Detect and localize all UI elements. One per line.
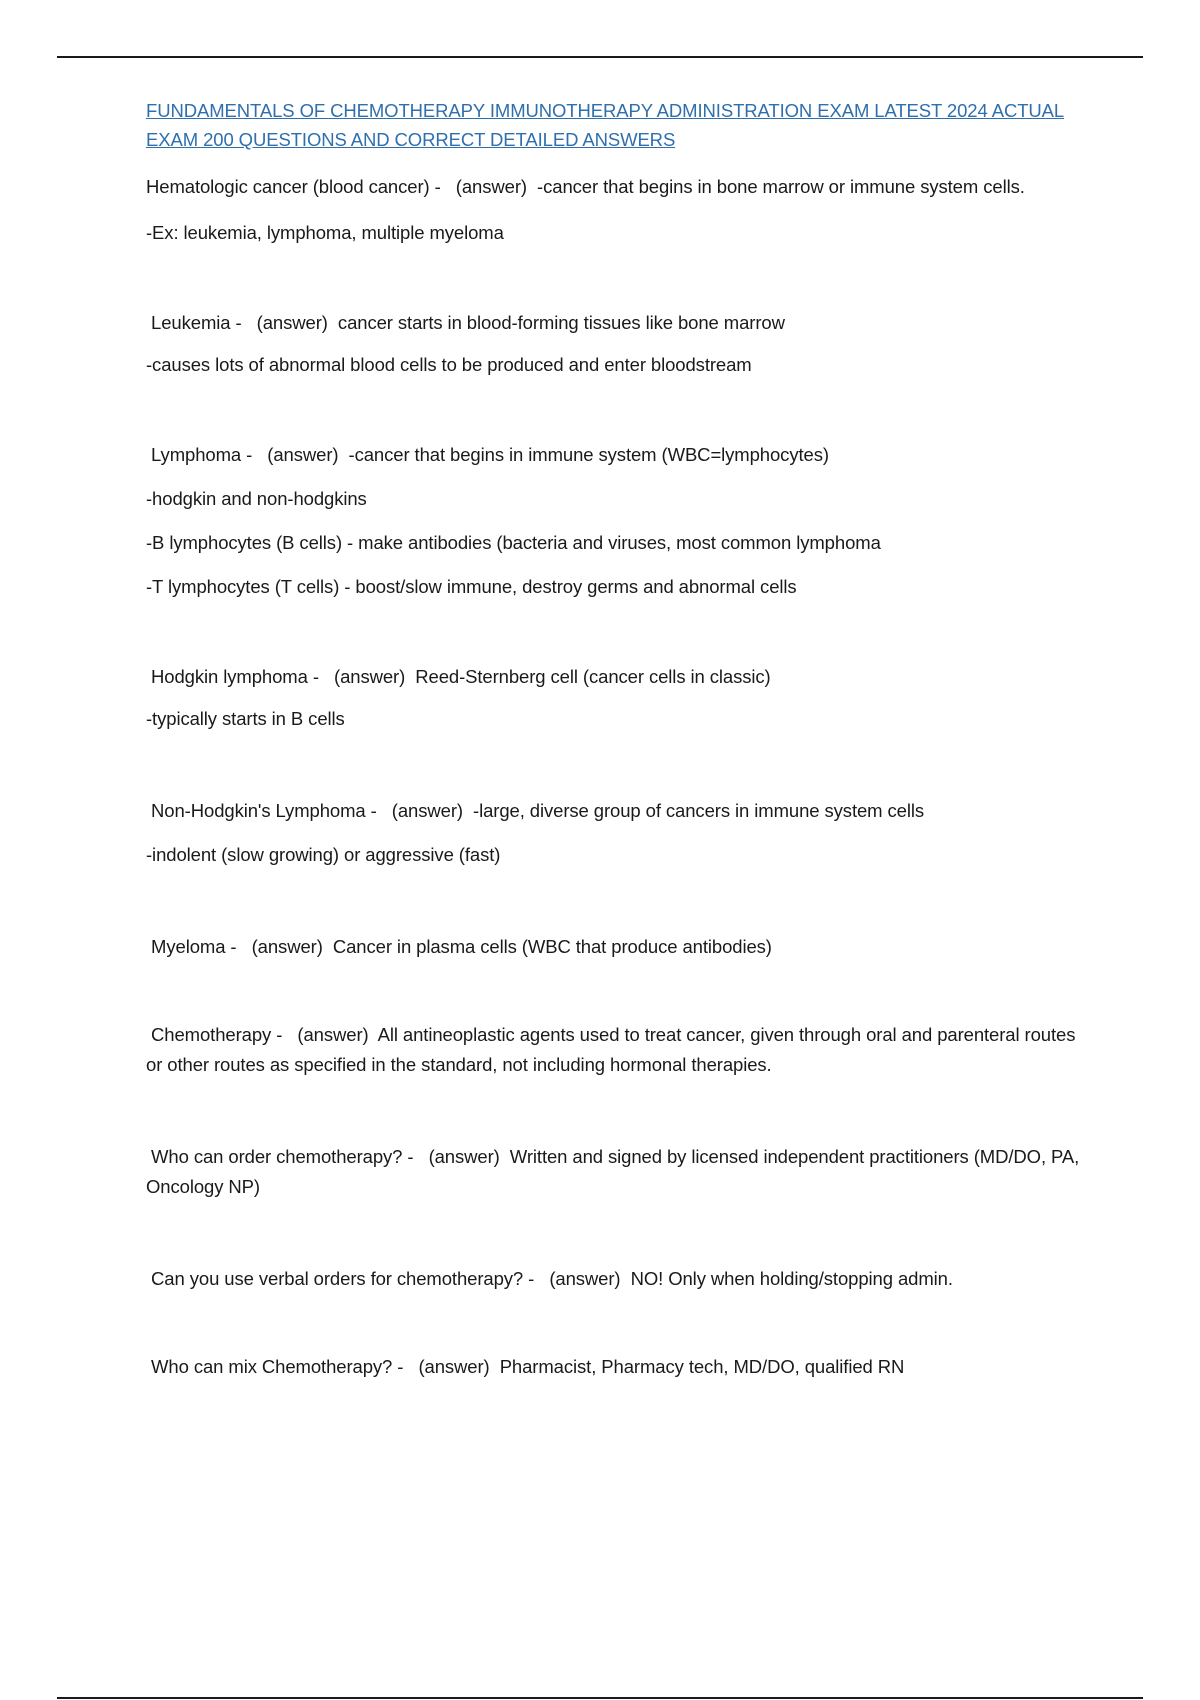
entry-note: -typically starts in B cells <box>146 708 345 729</box>
entry-note: -Ex: leukemia, lymphoma, multiple myeloma <box>146 222 504 243</box>
entry-leukemia: Leukemia - (answer) cancer starts in blood-forming tissues like bone marrow <box>146 312 785 333</box>
entry-myeloma: Myeloma - (answer) Cancer in plasma cells (WBC that produce antibodies) <box>146 936 772 957</box>
entry-note: -hodgkin and non-hodgkins <box>146 488 367 509</box>
entry-hodgkin-lymphoma: Hodgkin lymphoma - (answer) Reed-Sternberg cell (cancer cells in classic) <box>146 666 771 687</box>
entry-note: -indolent (slow growing) or aggressive (fast) <box>146 844 501 865</box>
entry-hematologic-cancer: Hematologic cancer (blood cancer) - (answer) -cancer that begins in bone marrow or immune system cells. <box>146 176 1025 197</box>
entry-lymphoma: Lymphoma - (answer) -cancer that begins in immune system (WBC=lymphocytes) <box>146 444 829 465</box>
document-body <box>146 96 1096 1382</box>
entry-who-can-order: Who can order chemotherapy? - (answer) Written and signed by licensed independent practitioners (MD/DO, PA, Oncology NP) <box>146 1146 1085 1197</box>
entry-verbal-orders: Can you use verbal orders for chemotherapy? - (answer) NO! Only when holding/stopping admin. <box>146 1268 953 1289</box>
entry-note: -T lymphocytes (T cells) - boost/slow immune, destroy germs and abnormal cells <box>146 576 797 597</box>
entry-note: -causes lots of abnormal blood cells to be produced and enter bloodstream <box>146 354 752 375</box>
entry-chemotherapy: Chemotherapy - (answer) All antineoplastic agents used to treat cancer, given through oral and parenteral routes or other routes as specified in the standard, not including hormonal therapies. <box>146 1024 1081 1075</box>
entry-non-hodgkins-lymphoma: Non-Hodgkin's Lymphoma - (answer) -large, diverse group of cancers in immune system cells <box>146 800 925 821</box>
document-title-link[interactable]: FUNDAMENTALS OF CHEMOTHERAPY IMMUNOTHERAPY ADMINISTRATION EXAM LATEST 2024 ACTUAL EXAM 200 QUESTIONS AND CORRECT DETAILED ANSWERS <box>146 100 1065 150</box>
top-rule <box>57 56 1143 58</box>
entry-note: -B lymphocytes (B cells) - make antibodies (bacteria and viruses, most common lymphoma <box>146 532 881 553</box>
entry-who-can-mix: Who can mix Chemotherapy? - (answer) Pharmacist, Pharmacy tech, MD/DO, qualified RN <box>146 1356 905 1377</box>
bottom-rule <box>57 1697 1143 1699</box>
